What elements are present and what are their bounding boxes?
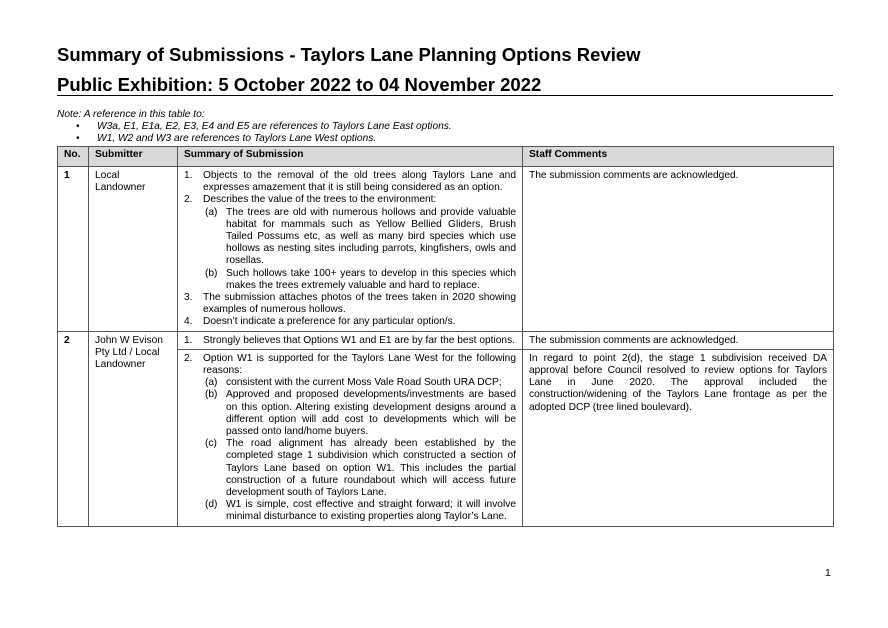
note-bullet: • W3a, E1, E1a, E2, E3, E4 and E5 are references to Taylors Lane East options. xyxy=(57,121,452,133)
summary-item: 2. Option W1 is supported for the Taylors Lane West for the following reasons: (a) consistent with the current Moss Vale Road South URA DCP; (b) Approved and proposed developments/investments are based on this option. Altering existing development designs around a different option will add cost to developments which will be passed onto land/home buyers. (c) The road alignment has already been established by the completed stage 1 subdivision which constructed a section of Taylors Lane based on option W1. This includes the partial construction of a future roundabout which will access future development south of Taylors Lane. (d) W1 is simple, cost effective and straight forward; it will involve minimal disturbance to existing properties along Taylor’s Lane. xyxy=(184,352,516,523)
table-row xyxy=(58,331,834,349)
submitter-name: John W Evison Pty Ltd / Local Landowner xyxy=(89,331,178,526)
title-rule xyxy=(57,95,833,96)
summary-item: 1. Objects to the removal of the old trees along Taylors Lane and expresses amazement that it is still being considered as an option. xyxy=(184,170,516,194)
submission-number: 1 xyxy=(58,167,89,332)
table-header-row xyxy=(58,147,834,167)
summary-subitem: (c) The road alignment has already been established by the completed stage 1 subdivision which constructed a section of Taylors Lane based on option W1. This includes the partial construction of a future roundabout which will access future development south of Taylors Lane. xyxy=(205,438,516,499)
reference-note xyxy=(57,109,452,145)
staff-comment: The submission comments are acknowledged. xyxy=(523,167,834,332)
document-title: Summary of Submissions - Taylors Lane Planning Options Review xyxy=(57,44,641,65)
submissions-table xyxy=(57,146,834,527)
summary-item: 4. Doesn’t indicate a preference for any particular option/s. xyxy=(184,316,456,328)
staff-comment: The submission comments are acknowledged. xyxy=(523,331,834,349)
submission-summary xyxy=(178,167,523,332)
note-intro: Note: A reference in this table to: xyxy=(57,109,205,120)
summary-item: 1. Strongly believes that Options W1 and E1 are by far the best options. xyxy=(184,334,516,346)
header-staff-comments: Staff Comments xyxy=(523,147,834,167)
header-submitter: Submitter xyxy=(89,147,178,167)
submission-number: 2 xyxy=(58,331,89,526)
submission-summary xyxy=(178,331,523,349)
summary-item: 2. Describes the value of the trees to the environment: (a) The trees are old with numerous hollows and provide valuable habitat for mammals such as Yellow Bellied Gliders, Brush Tailed Possums etc, as well as many bird species which use hollows as nesting sites including parrots, kingfishers, owls and rosellas. (b) Such hollows take 100+ years to develop in this species which makes the trees extremely valuable and hard to replace. xyxy=(184,194,516,291)
summary-item: 3. The submission attaches photos of the trees taken in 2020 showing examples of numerous hollows. xyxy=(184,292,516,316)
summary-subitem: (d) W1 is simple, cost effective and straight forward; it will involve minimal disturbance to existing properties along Taylor’s Lane. xyxy=(205,499,516,523)
summary-subitem: (a) The trees are old with numerous hollows and provide valuable habitat for mammals such as Yellow Bellied Gliders, Brush Tailed Possums etc, as well as many bird species which use hollows as nesting sites including parrots, kingfishers, owls and rosellas. xyxy=(205,206,516,267)
note-bullet: • W1, W2 and W3 are references to Taylors Lane West options. xyxy=(57,133,452,145)
summary-subitem: (b) Such hollows take 100+ years to develop in this species which makes the trees extremely valuable and hard to replace. xyxy=(205,267,516,291)
exhibition-dates-title: Public Exhibition: 5 October 2022 to 04 November 2022 xyxy=(57,74,542,95)
staff-comment: In regard to point 2(d), the stage 1 subdivision received DA approval before Council resolved to review options for Taylors Lane in June 2020. The approval included the construction/widening of the Taylors Lane frontage as per the adopted DCP (tree lined boulevard). xyxy=(523,349,834,526)
summary-subitem: (b) Approved and proposed developments/investments are based on this option. Altering existing development designs around a different option will add cost to developments which will be passed onto land/home buyers. xyxy=(205,389,516,438)
page-number: 1 xyxy=(825,567,831,579)
submission-summary xyxy=(178,349,523,526)
submitter-name: Local Landowner xyxy=(89,167,178,332)
table-row xyxy=(58,167,834,332)
summary-subitem: (a) consistent with the current Moss Vale Road South URA DCP; xyxy=(205,377,502,389)
header-no: No. xyxy=(58,147,89,167)
header-summary: Summary of Submission xyxy=(178,147,523,167)
